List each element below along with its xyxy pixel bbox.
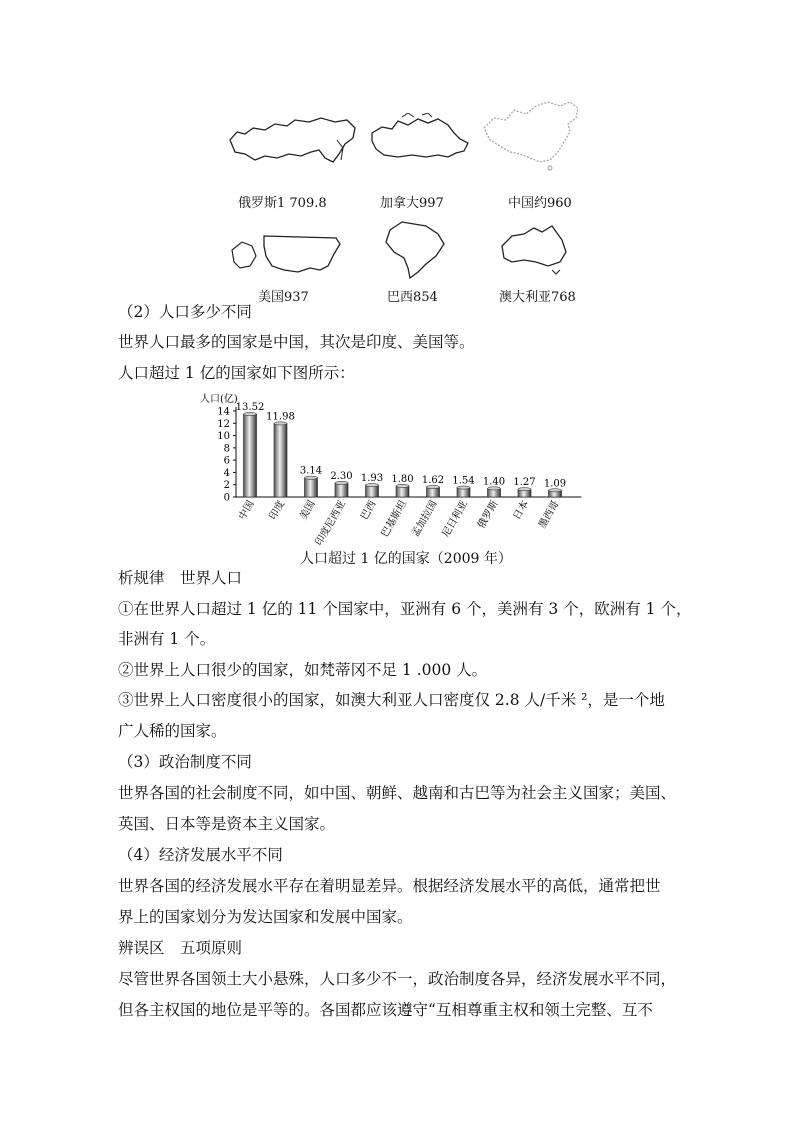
x-tick-label: 孟加拉国 [410,499,440,540]
paragraph: 人口超过 1 亿的国家如下图所示： [118,364,355,382]
x-tick-label: 日本 [511,499,532,522]
x-tick-label: 印度 [267,499,288,522]
x-tick-label: 巴基斯坦 [379,499,410,540]
x-tick-label: 俄罗斯 [476,499,501,531]
y-tick-label: 6 [223,455,230,467]
chart-caption: 人口超过 1 亿的国家（2009 年） [300,551,512,567]
map-label-russia: 俄罗斯1 709.8 [238,196,327,211]
usa-outline-icon [228,226,348,284]
bar-value-label: 1.40 [482,476,506,488]
x-tick-label: 印度尼西亚 [313,499,349,548]
map-label-australia: 澳大利亚768 [499,290,576,305]
brazil-outline-icon [380,216,450,281]
bar-value-label: 1.93 [360,473,384,485]
australia-map [496,222,571,277]
map-label-brazil: 巴西854 [387,290,438,305]
paragraph: 非洲有 1 个。 [118,630,216,648]
y-tick-label: 10 [217,431,230,443]
paragraph: 界上的国家划分为发达国家和发展中国家。 [118,908,413,926]
canada-map [368,113,473,168]
paragraph: 但各主权国的地位是平等的。各国都应该遵守“互相尊重主权和领土完整、互不 [118,1001,653,1019]
bar-value-label: 1.62 [421,475,445,487]
paragraph: 世界各国的经济发展水平存在着明显差异。根据经济发展水平的高低，通常把世 [118,877,661,895]
y-tick-label: 14 [217,406,230,418]
x-tick-label: 美国 [298,499,318,522]
brazil-map [380,216,450,281]
section-heading-rule: 析规律 世界人口 [118,569,243,587]
map-label-usa: 美国937 [258,290,309,305]
y-axis-label: 人口(亿) [200,394,238,405]
section-heading-principles: 辨误区 五项原则 [118,939,243,957]
paragraph: ①在世界人口超过 1 亿的 11 个国家中，亚洲有 6 个，美洲有 3 个，欧洲有 1 个， [118,600,692,618]
australia-outline-icon [496,222,571,277]
paragraph: ②世界上人口很少的国家，如梵蒂冈不足 1 .000 人。 [118,661,488,679]
section-heading-economy: （4）经济发展水平不同 [118,846,283,864]
bar-value-label: 3.14 [299,465,323,477]
bar-value-label: 1.80 [391,473,414,485]
y-tick-label: 8 [223,443,230,455]
russia-outline-icon [225,110,360,175]
paragraph: 尽管世界各国领土大小悬殊，人口多少不一，政治制度各异，经济发展水平不同， [118,970,677,988]
y-tick-label: 12 [217,418,230,430]
section-heading-population: （2）人口多少不同 [118,303,252,321]
population-bar-chart [200,390,600,550]
bar-value-label: 2.30 [330,470,353,482]
x-tick-label: 巴西 [359,499,379,522]
y-tick-label: 0 [223,492,230,504]
bar-value-label: 1.09 [543,478,567,490]
x-tick-label: 墨西哥 [537,499,562,531]
x-tick-label: 尼日利亚 [440,499,471,540]
bar [244,414,257,497]
map-label-china: 中国约960 [508,196,572,211]
canada-outline-icon [368,113,473,168]
section-heading-politics: （3）政治制度不同 [118,753,252,771]
bar [335,483,348,497]
russia-map [225,110,360,175]
y-tick-label: 4 [223,467,230,479]
china-map [478,98,588,178]
y-tick-label: 2 [223,480,230,492]
paragraph: ③世界上人口密度很小的国家，如澳大利亚人口密度仅 2.8 人/千米 ²，是一个地 [118,691,665,709]
bar-value-label: 1.54 [452,475,475,487]
x-tick-label: 中国 [237,499,257,522]
bar-value-label: 11.98 [266,411,295,423]
china-outline-icon [478,98,588,178]
bar [305,478,318,497]
paragraph: 广人稀的国家。 [118,722,227,740]
map-label-canada: 加拿大997 [380,196,444,211]
bar-value-label: 13.52 [235,401,265,413]
usa-map [228,226,348,284]
paragraph: 英国、日本等是资本主义国家。 [118,815,336,833]
bar [274,423,287,497]
bar-value-label: 1.27 [513,477,536,489]
paragraph: 世界人口最多的国家是中国，其次是印度、美国等。 [118,333,475,351]
paragraph: 世界各国的社会制度不同，如中国、朝鲜、越南和古巴等为社会主义国家；美国、 [118,784,677,802]
